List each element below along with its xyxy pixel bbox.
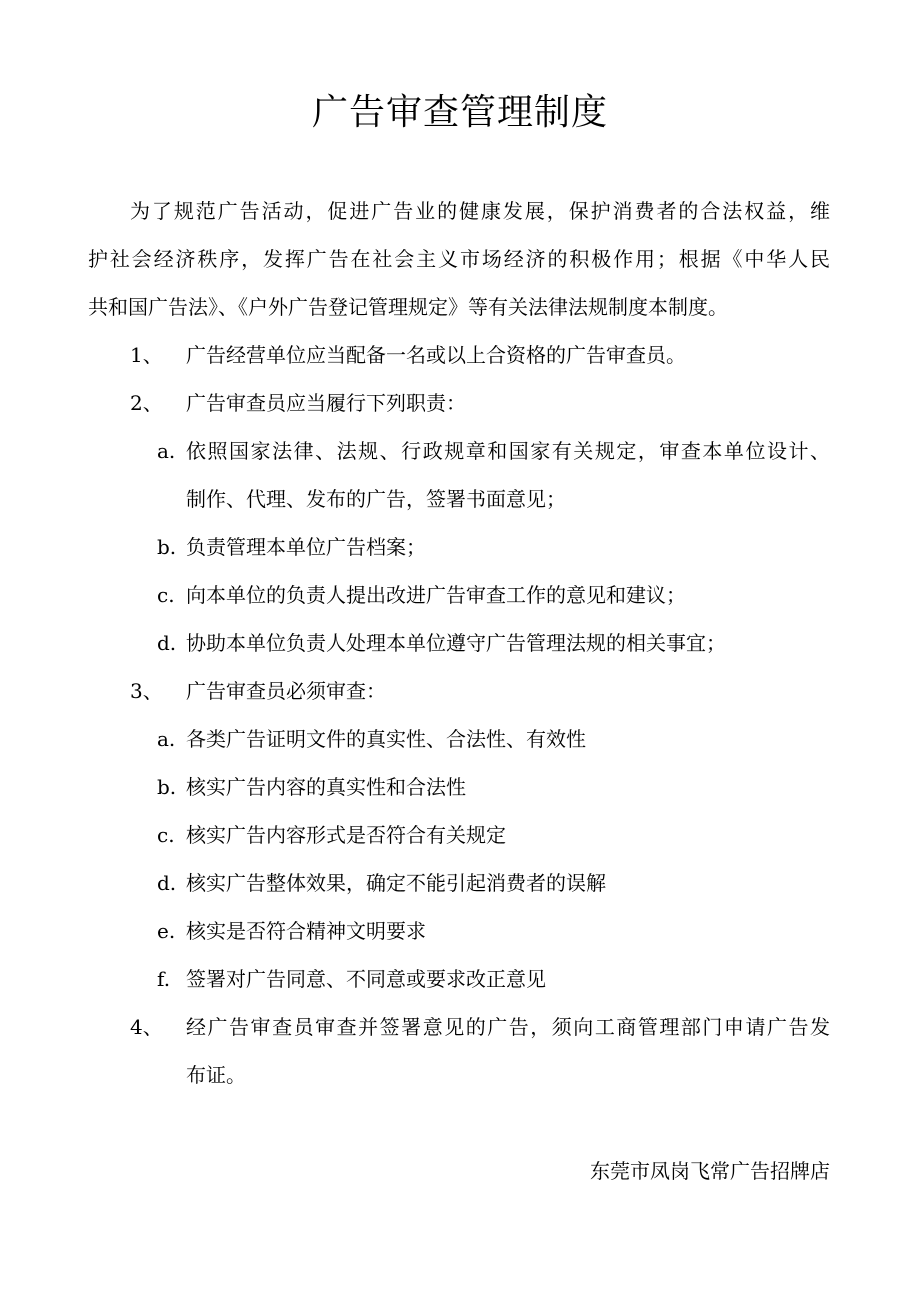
- intro-line-3: 共和国广告法》、《户外广告登记管理规定》等有关法律法规制度本制度。: [88, 295, 728, 319]
- intro-line-2: 护社会经济秩序，发挥广告在社会主义市场经济的积极作用；根据《中华人民: [88, 247, 830, 271]
- document-title: 广告审查管理制度: [311, 92, 608, 133]
- item-3-sub-c-label: c.: [157, 823, 175, 847]
- item-2-sub-b-label: b.: [157, 535, 177, 559]
- item-3-sub-d-text: 核实广告整体效果，确定不能引起消费者的误解: [186, 871, 606, 895]
- item-3-sub-d-label: d.: [157, 871, 177, 895]
- item-2-sub-a-line-1: 依照国家法律、法规、行政规章和国家有关规定，审查本单位设计、: [186, 439, 830, 463]
- item-4-line-2: 布证。: [186, 1063, 246, 1087]
- item-4-line-1: 经广告审查员审查并签署意见的广告，须向工商管理部门申请广告发: [186, 1015, 830, 1039]
- signature: 东莞市凤岗飞常广告招牌店: [590, 1159, 830, 1183]
- item-3-sub-a-text: 各类广告证明文件的真实性、合法性、有效性: [186, 727, 586, 751]
- item-3-number: 3、: [130, 679, 163, 703]
- item-3-sub-b-label: b.: [157, 775, 177, 799]
- item-2-sub-a-label: a.: [157, 439, 176, 463]
- item-1-number: 1、: [130, 343, 163, 367]
- item-2-sub-d-label: d.: [157, 631, 177, 655]
- intro-line-1: 为了规范广告活动，促进广告业的健康发展，保护消费者的合法权益，维: [130, 199, 830, 223]
- item-2-sub-d-text: 协助本单位负责人处理本单位遵守广告管理法规的相关事宜；: [186, 631, 726, 655]
- item-2-sub-c-text: 向本单位的负责人提出改进广告审查工作的意见和建议；: [186, 583, 686, 607]
- item-3-sub-e-text: 核实是否符合精神文明要求: [186, 919, 426, 943]
- item-2-number: 2、: [130, 391, 163, 415]
- item-4-number: 4、: [130, 1015, 163, 1039]
- item-2-sub-a-line-2: 制作、代理、发布的广告，签署书面意见；: [186, 487, 566, 511]
- item-2-sub-c-label: c.: [157, 583, 175, 607]
- item-3-sub-a-label: a.: [157, 727, 176, 751]
- item-1-text: 广告经营单位应当配备一名或以上合资格的广告审查员。: [186, 343, 686, 367]
- item-3-sub-e-label: e.: [157, 919, 176, 943]
- item-3-sub-f-label: f.: [157, 967, 171, 991]
- item-3-sub-c-text: 核实广告内容形式是否符合有关规定: [186, 823, 506, 847]
- item-2-sub-b-text: 负责管理本单位广告档案；: [186, 535, 426, 559]
- item-3-text: 广告审查员必须审查：: [186, 679, 386, 703]
- item-2-text: 广告审查员应当履行下列职责：: [186, 391, 466, 415]
- item-3-sub-b-text: 核实广告内容的真实性和合法性: [186, 775, 466, 799]
- item-3-sub-f-text: 签署对广告同意、不同意或要求改正意见: [186, 967, 546, 991]
